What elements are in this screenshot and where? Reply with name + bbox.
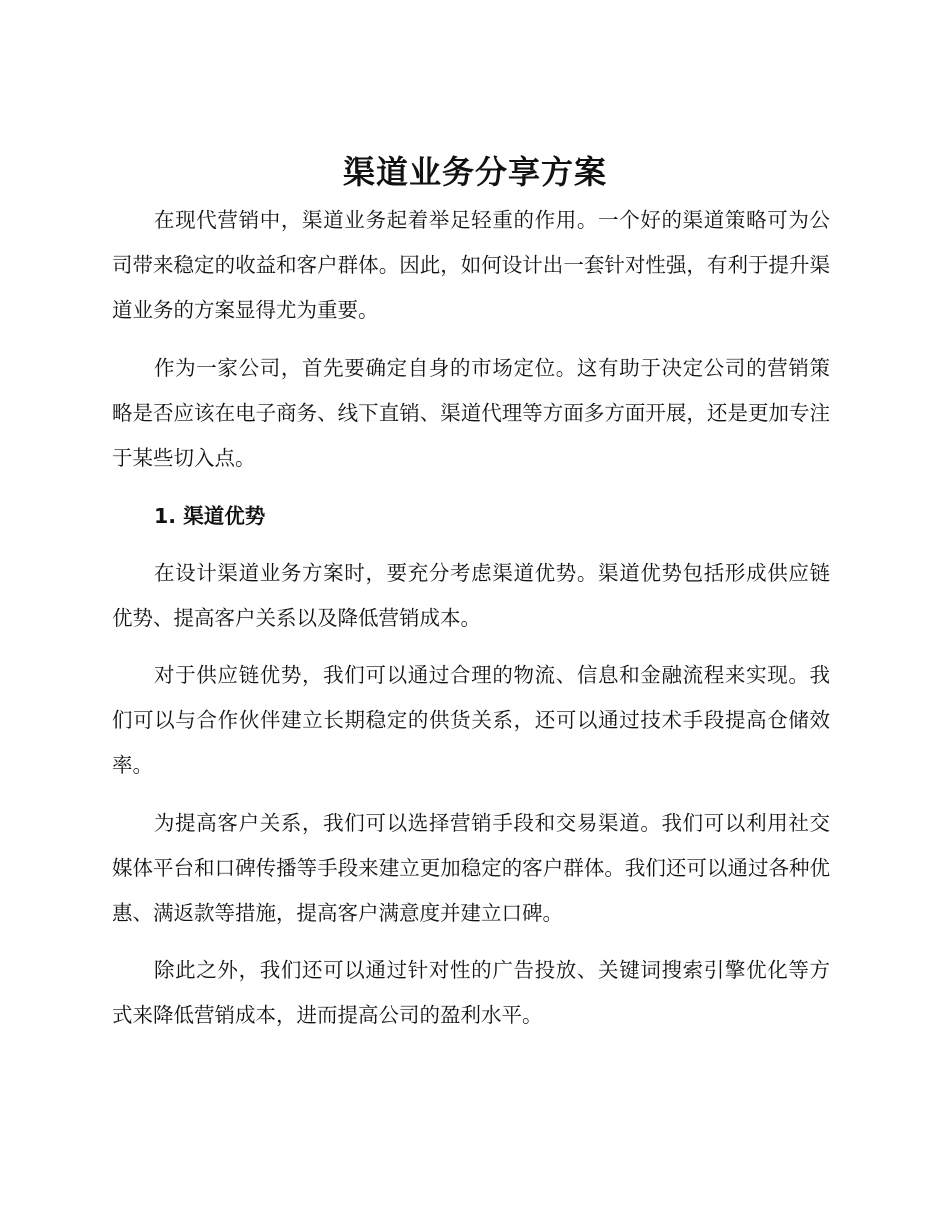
section-paragraph-4: 除此之外，我们还可以通过针对性的广告投放、关键词搜索引擎优化等方式来降低营销成本，进而提高公司的盈利水平。: [112, 958, 830, 1027]
section-paragraph-3: 为提高客户关系，我们可以选择营销手段和交易渠道。我们可以利用社交媒体平台和口碑传播等手段来建立更加稳定的客户群体。我们还可以通过各种优惠、满返款等措施，提高客户满意度并建立口碑。: [112, 811, 830, 925]
section-paragraph-1: 在设计渠道业务方案时，要充分考虑渠道优势。渠道优势包括形成供应链优势、提高客户关系以及降低营销成本。: [112, 561, 830, 630]
document-title: 渠道业务分享方案: [342, 153, 607, 191]
section-paragraph-2: 对于供应链优势，我们可以通过合理的物流、信息和金融流程来实现。我们可以与合作伙伴建立长期稳定的供货关系，还可以通过技术手段提高仓储效率。: [112, 663, 830, 777]
section-heading-channel-advantages: 1. 渠道优势: [154, 504, 266, 528]
intro-paragraph-1: 在现代营销中，渠道业务起着举足轻重的作用。一个好的渠道策略可为公司带来稳定的收益和客户群体。因此，如何设计出一套针对性强，有利于提升渠道业务的方案显得尤为重要。: [112, 208, 830, 322]
intro-paragraph-2: 作为一家公司，首先要确定自身的市场定位。这有助于决定公司的营销策略是否应该在电子商务、线下直销、渠道代理等方面多方面开展，还是更加专注于某些切入点。: [112, 356, 830, 470]
